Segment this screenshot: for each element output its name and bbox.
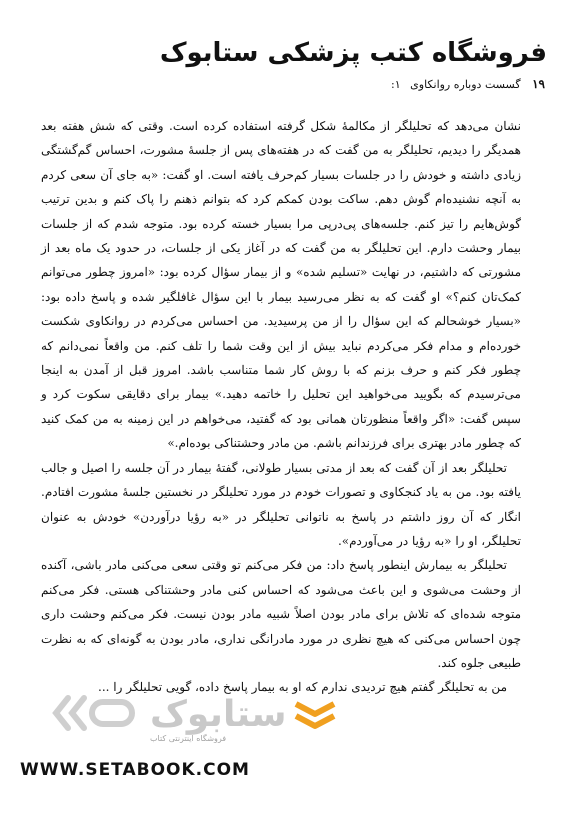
body-text [41, 114, 521, 700]
watermark-tagline: فروشگاه اینترنتی کتاب [150, 734, 227, 743]
watermark [0, 690, 567, 750]
paragraph-1: نشان می‌دهد که تحلیلگر از مکالمهٔ شکل گرفته استفاده کرده است. وقتی که شش هفته بعد همدیگر را دیدیم، تحلیلگر به من گفت که در هفته‌های پس از جلسهٔ مشورت، احساس گم‌گشتگی زیادی داشته و خودش را در جلسات بسیار کم‌حرف یافته است. او گفت: «به جای آن سعی کردم به آنچه نشنیده‌ام گوش دهم. ساکت بودن کمکم کرد که بتوانم ذهنم را پاک کنم و بدین ترتیب گوش‌هایم را تیز کنم. جلسه‌های پی‌درپی مرا بسیار خسته کرده بود. متوجه شدم که از جلسات بیمار وحشت دارم. این تحلیلگر به من گفت که در آغاز یکی از جلسات، در حدود یک ماه بعد از مشورتی که داشتیم، در نهایت «تسلیم شده» و از بیمار سؤال کرده بود: «امروز چطور می‌توانم کمک‌تان کنم؟» او گفت که به نظر می‌رسید بیمار با این سؤال غافلگیر شده و پاسخ داده بود: «بسیار خوشحالم که این سؤال را از من پرسیدید. من احساس می‌کردم در روانکاوی شکست خورده‌ام و مدام فکر می‌کردم نباید بیش از این وقت شما را تلف کنم. من واقعاً نمی‌دانم که چطور فکر کنم و حرف بزنم که با روش کار شما متناسب باشد. امروز قبل از آمدن به اینجا می‌ترسیدم که بگویید می‌خواهید این تحلیل را خاتمه دهید.» بیمار برای دقایقی سکوت کرد و سپس گفت: «اگر واقعاً منظورتان همانی بود که گفتید، می‌خواهم در این زمینه به من کمک کنید که چطور مادر بهتری برای فرزندانم باشم. من مادر وحشتناکی بوده‌ام.» [41, 119, 522, 451]
store-title: فروشگاه کتب پزشکی ستابوک [159, 38, 547, 68]
watermark-name: ستابوک [150, 694, 287, 735]
watermark-book-icon [292, 696, 338, 736]
paragraph-2: تحلیلگر بعد از آن گفت که بعد از مدتی بسیار طولانی، گفتهٔ بیمار در آن جلسه را اصیل و جالب یافته بود. من به یاد کنجکاوی و تصورات خودم در مورد تحلیلگر در نخستین جلسهٔ مشورت افتادم. انگار که آن روز داشتم در پاسخ به ناتوانی تحلیلگر در «به رؤیا درآوردن» خودش به عنوان تحلیلگر، او را «به رؤیا در می‌آوردم». [41, 460, 521, 548]
site-url[interactable]: WWW.SETABOOK.COM [20, 760, 250, 780]
running-head [125, 77, 545, 91]
paragraph-4: من به تحلیلگر گفتم هیچ تردیدی ندارم که او به بیمار پاسخ داده، گویی تحلیلگر را ... [98, 680, 507, 695]
watermark-logo-icon [48, 690, 138, 736]
paragraph-3: تحلیلگر به بیمارش اینطور پاسخ داد: من فکر می‌کنم تو وقتی سعی می‌کنی مادر باشی، آکنده از وحشت می‌شوی و این باعث می‌شود که احساس کنی مادر وحشتناکی هستی. فکر می‌کنم متوجه شده‌ای که تلاش برای مادر بودن اصلاً شبیه مادر بودن نیست. فکر می‌کنم وحشت داری چون احساس می‌کنی که هیچ نظری در مورد مادرانگی نداری، مادر بودن به گونه‌ای که به نظرت طبیعی جلوه کند. [41, 558, 521, 670]
running-head-prefix: ۱: [391, 78, 401, 91]
running-head-title: گسست دوباره روانکاوی [410, 78, 521, 91]
page-number: ۱۹ [532, 77, 545, 91]
